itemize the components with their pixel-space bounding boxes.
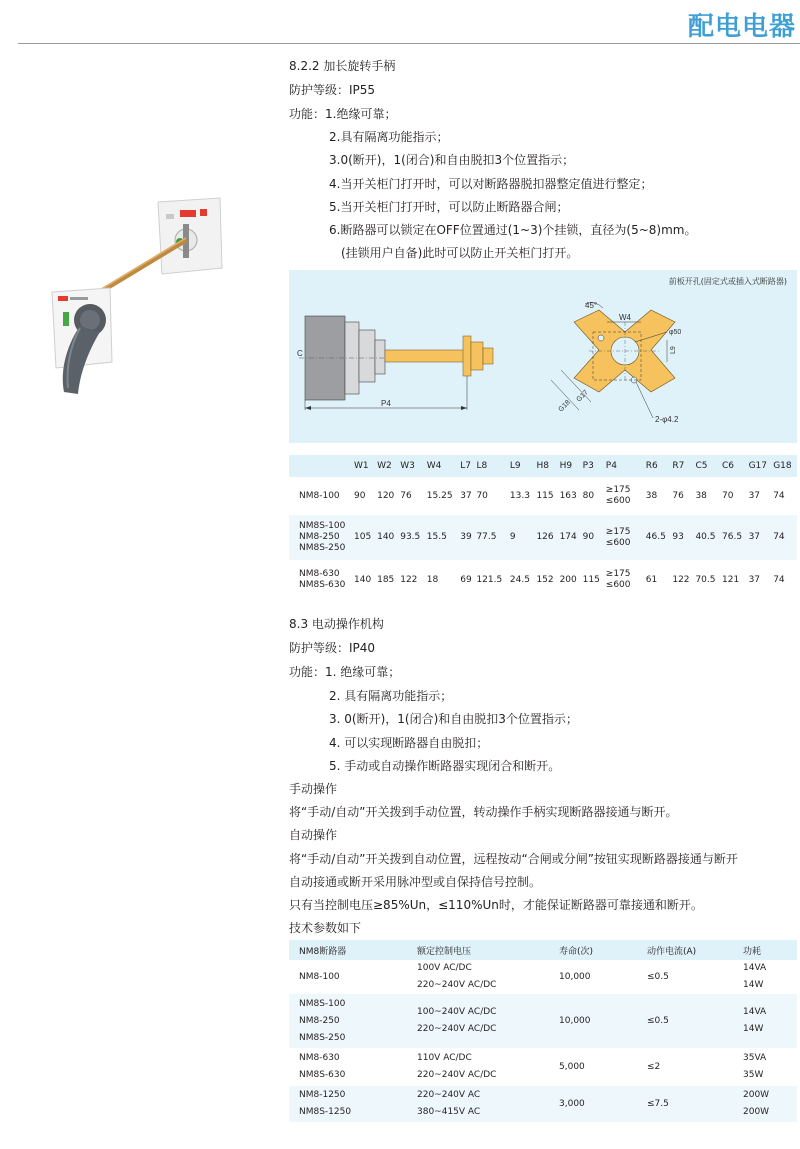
brand-title: 配电电器 [687, 12, 796, 42]
voltage-note: 只有当控制电压≥85%Un，≤110%Un时，才能保证断路器可靠接通和断开。 [289, 898, 703, 912]
section-822-func-4: 4.当开关柜门打开时，可以对断路器脱扣器整定值进行整定； [329, 177, 653, 191]
section-822-func-7: (挂锁用户自备)此时可以防止开关柜门打开。 [341, 246, 579, 260]
tech-table-title: 技术参数如下 [289, 921, 362, 935]
front-panel-cutout-drawing [289, 270, 797, 443]
label-g17: G17 [575, 389, 590, 404]
section-822-heading: 8.2.2 加长旋转手柄 [289, 59, 396, 73]
table-row: NM8-630 NM8S-630 110V AC/DC 220~240V AC/DC 5,000 ≤2 35VA 35W [299, 1053, 767, 1080]
section-822-func-1: 功能：1.绝缘可靠； [289, 107, 397, 121]
manual-op-text: 将“手动/自动”开关拨到手动位置，转动操作手柄实现断路器接通与断开。 [289, 805, 678, 819]
section-83-func-5: 5. 手动或自动操作断路器实现闭合和断开。 [329, 759, 561, 773]
label-p4: P4 [381, 399, 391, 408]
table-row: NM8-630 NM8S-630 140 185 122 18 69 121.5 24.5 152 200 115 ≥175 ≤600 61 122 70.5 121 37 74 [299, 569, 785, 590]
dimension-table [289, 455, 797, 600]
tech-params-table [289, 940, 797, 1122]
auto-op-text-2: 自动接通或断开采用脉冲型或自保持信号控制。 [289, 875, 542, 889]
table-row: NM8S-100 NM8-250 NM8S-250 100~240V AC/DC 220~240V AC/DC 10,000 ≤0.5 14VA 14W [289, 994, 797, 1048]
manual-op-title: 手动操作 [289, 782, 338, 796]
table-row: NM8S-100 NM8-250 NM8S-250 105 140 93.5 15.5 39 77.5 9 126 174 90 ≥175 ≤600 46.5 93 40.5 76.5 37 74 [289, 515, 797, 560]
table-row: NM8-1250 NM8S-1250 220~240V AC 380~415V AC 3,000 ≤7.5 200W 200W [289, 1086, 797, 1122]
dimension-table-header: W1 W2 W3 W4 L7 L8 L9 H8 H9 P3 P4 R6 R7 C5 C6 G17 G18 [289, 455, 797, 477]
section-83-protection: 防护等级：IP40 [289, 641, 376, 655]
table-row: NM8-100 100V AC/DC 220~240V AC/DC 10,000 ≤0.5 14VA 14W [299, 963, 767, 990]
label-hole: 2-φ4.2 [655, 415, 679, 424]
auto-op-text-1: 将“手动/自动”开关拨到自动位置，远程按动“合闸或分闸”按钮实现断路器接通与断开 [289, 852, 738, 866]
tech-table-header: NM8断路器 额定控制电压 寿命(次) 动作电流(A) 功耗 [289, 940, 797, 960]
section-83-func-1: 功能：1. 绝缘可靠； [289, 665, 401, 679]
label-l9: L9 [670, 346, 677, 354]
section-822-func-5: 5.当开关柜门打开时，可以防止断路器合闸； [329, 200, 569, 214]
drawing-title: 前板开孔(固定式或插入式断路器) [668, 277, 787, 286]
label-c: C [297, 349, 303, 358]
extended-handle-photo [40, 196, 226, 400]
label-w4: W4 [619, 313, 631, 322]
section-83-func-3: 3. 0(断开)，1(闭合)和自由脱扣3个位置指示； [329, 712, 578, 726]
section-822-protection: 防护等级：IP55 [289, 83, 376, 97]
section-822-func-3: 3.0(断开)，1(闭合)和自由脱扣3个位置指示； [329, 153, 575, 167]
section-83-func-2: 2. 具有隔离功能指示； [329, 689, 453, 703]
label-g18: G18 [557, 399, 572, 414]
label-d50: φ50 [669, 329, 682, 336]
header-divider [18, 43, 800, 44]
table-row: NM8-100 90 120 76 15.25 37 70 13.3 115 163 80 ≥175 ≤600 38 76 38 70 37 74 [299, 485, 785, 506]
section-822-func-2: 2.具有隔离功能指示； [329, 130, 449, 144]
label-angle: 45° [585, 301, 598, 310]
section-822-func-6: 6.断路器可以锁定在OFF位置通过(1~3)个挂锁，直径为(5~8)mm。 [329, 223, 697, 237]
auto-op-title: 自动操作 [289, 828, 338, 842]
section-83-heading: 8.3 电动操作机构 [289, 617, 384, 631]
section-83-func-4: 4. 可以实现断路器自由脱扣； [329, 736, 489, 750]
